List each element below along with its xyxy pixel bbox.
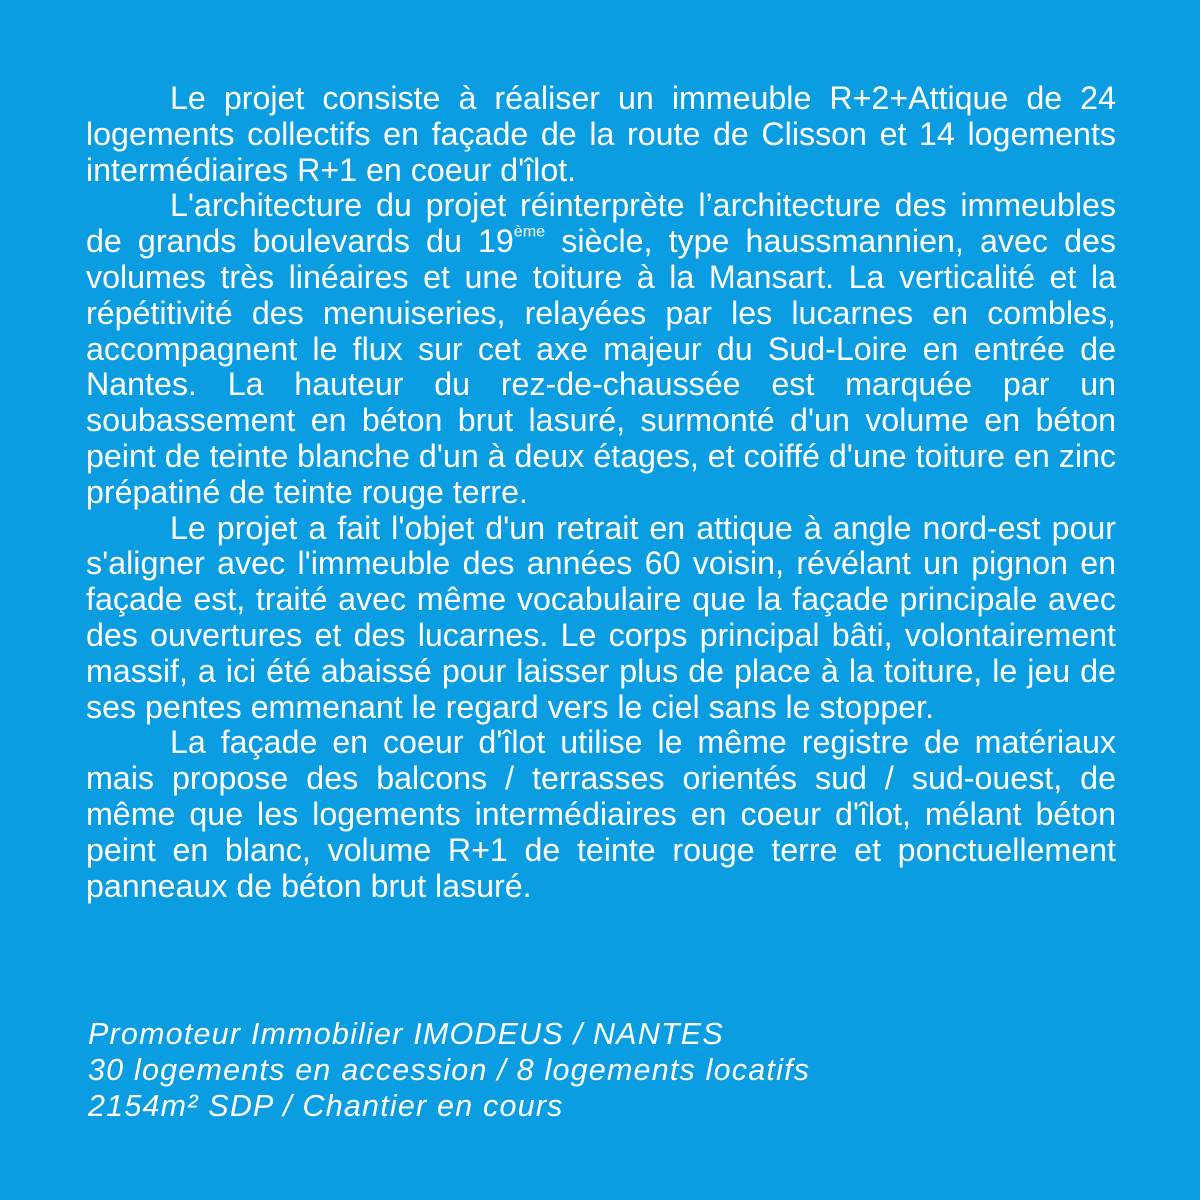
paragraph-project-summary: Le projet consiste à réaliser un immeuble R+2+Attique de 24 logements collectifs en façade de la route de Clisson et 14 logements intermédiaires R+1 en coeur d'îlot. — [86, 80, 1116, 188]
century-superscript: ème — [513, 222, 546, 241]
project-description — [86, 81, 1116, 904]
project-credits — [88, 1016, 1118, 1124]
paragraph-architecture-text-after: siècle, type haussmannien, avec des volumes très linéaires et une toiture à la Mansart. La verticalité et la répétitivité des menuiseries, relayées par les lucarnes en combles, accompagnent le flux sur cet axe majeur du Sud-Loire en entrée de Nantes. La hauteur du rez-de-chaussée est marquée par un soubassement en béton brut lasuré, surmonté d'un volume en béton peint de teinte blanche d'un à deux étages, et coiffé d'une toiture en zinc prépatiné de teinte rouge terre. — [86, 223, 1116, 510]
paragraph-inner-courtyard: La façade en coeur d'îlot utilise le même registre de matériaux mais propose des balcons / terrasses orientés sud / sud-ouest, de même que les logements intermédiaires en coeur d'îlot, mélant béton peint en blanc, volume R+1 de teinte rouge terre et ponctuellement panneaux de béton brut lasuré. — [86, 724, 1116, 904]
paragraph-architecture-text-before: L'architecture du projet réinterprète l’architecture des immeubles de grands boulevards du 19 — [86, 187, 1116, 260]
paragraph-architecture — [86, 188, 1116, 510]
credit-developer: Promoteur Immobilier IMODEUS / NANTES — [88, 1017, 724, 1051]
credit-floor-area-status: 2154m² SDP / Chantier en cours — [88, 1089, 564, 1123]
credit-housing-units: 30 logements en accession / 8 logements locatifs — [88, 1053, 811, 1087]
paragraph-attic-setback: Le projet a fait l'objet d'un retrait en attique à angle nord-est pour s'aligner avec l'immeuble des années 60 voisin, révélant un pignon en façade est, traité avec même vocabulaire que la façade principale avec des ouvertures et des lucarnes. Le corps principal bâti, volontairement massif, a ici été abaissé pour laisser plus de place à la toiture, le jeu de ses pentes emmenant le regard vers le ciel sans le stopper. — [86, 509, 1116, 725]
